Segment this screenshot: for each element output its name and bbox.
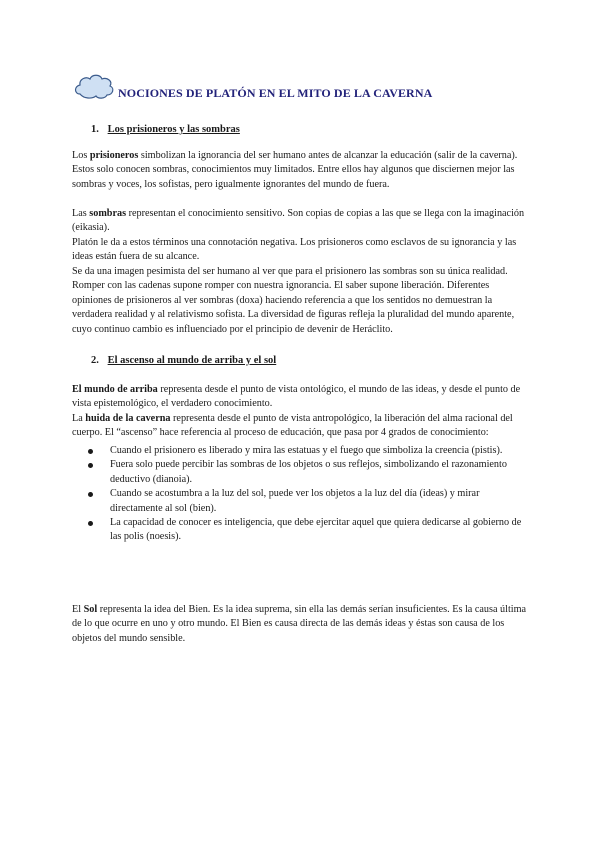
text-run: El xyxy=(72,604,84,615)
bullet-icon xyxy=(88,492,93,497)
list-item xyxy=(86,487,526,516)
cloud-icon xyxy=(72,70,116,102)
bold-term: sombras xyxy=(89,208,127,219)
bold-term: prisioneros xyxy=(89,150,139,161)
list-item xyxy=(86,516,526,545)
text-run: representan el conocimiento sensitivo. Son copias de copias a las que se llega con la imaginación (eikasia). xyxy=(72,208,525,234)
bullet-icon xyxy=(88,449,93,454)
text-run: representa desde el punto de vista ontológico, el mundo de las ideas, y desde el punto de vista epistemológico, el verdadero conocimiento. xyxy=(72,384,521,410)
text-run: Los xyxy=(72,150,90,161)
section-1-paragraph-connotacion: Platón le da a estos términos una connotación negativa. Los prisioneros como esclavos de su ignorancia y las ideas están fuera de su alcance. xyxy=(72,237,517,263)
section-2-paragraph-mundo-arriba xyxy=(72,383,528,412)
list-item-text: Cuando se acostumbra a la luz del sol, puede ver los objetos a la luz del día (ideas) y mirar directamente al sol (bien). xyxy=(110,488,480,514)
text-run: La xyxy=(72,413,86,424)
section-1-title: Los prisioneros y las sombras xyxy=(107,124,240,135)
section-1-paragraph-sombras xyxy=(72,207,528,236)
section-2-paragraph-huida xyxy=(72,412,528,441)
list-item-text: La capacidad de conocer es inteligencia, que debe ejercitar aquel que quiera dedicarse al gobierno de las polis (noesis). xyxy=(110,517,522,543)
section-1-paragraph-prisioneros xyxy=(72,149,528,192)
bold-term: Sol xyxy=(83,604,98,615)
section-2-title: El ascenso al mundo de arriba y el sol xyxy=(107,355,277,366)
section-1-number: 1. xyxy=(91,124,99,135)
title-row xyxy=(72,70,532,106)
text-run: representa la idea del Bien. Es la idea suprema, sin ella las demás serían insuficientes. Es la causa última de lo que ocurre en uno y otro mundo. El Bien es causa directa de las demás ideas y éstas son causa de los objetos del mundo sensible. xyxy=(72,604,527,644)
bold-term: El mundo de arriba xyxy=(72,384,158,395)
section-2-heading xyxy=(91,355,276,366)
text-run: simbolizan la ignorancia del ser humano antes de alcanzar la educación (salir de la caverna). Estos solo conocen sombras, conocimientos muy limitados. Entre ellos hay algunos que disciernen mejor las sombras y voces, los sofistas, pero igualmente ignorantes del mundo de fuera. xyxy=(72,150,518,190)
page-title: NOCIONES DE PLATÓN EN EL MITO DE LA CAVERNA xyxy=(118,86,433,100)
text-run: Las xyxy=(72,208,90,219)
list-item-text: Cuando el prisionero es liberado y mira las estatuas y el fuego que simboliza la creencia (pistis). xyxy=(110,445,503,456)
bullet-icon xyxy=(88,463,93,468)
bold-term: huida de la caverna xyxy=(85,413,171,424)
text-run: representa desde el punto de vista antropológico, la liberación del alma racional del cuerpo. El “ascenso” hace referencia al proceso de educación, que pasa por 4 grados de conocimiento: xyxy=(72,413,513,439)
list-item xyxy=(86,458,526,487)
section-2-paragraph-sol xyxy=(72,603,528,646)
list-item xyxy=(86,444,526,458)
list-item-text: Fuera solo puede percibir las sombras de los objetos o sus reflejos, simbolizando el razonamiento deductivo (dianoia). xyxy=(110,459,507,485)
section-2-number: 2. xyxy=(91,355,99,366)
bullet-icon xyxy=(88,521,93,526)
section-1-heading xyxy=(91,124,240,135)
grados-conocimiento-list xyxy=(86,444,526,545)
section-1-paragraph-imagen-pesimista: Se da una imagen pesimista del ser humano al ver que para el prisionero las sombras son su única realidad. Romper con las cadenas supone romper con nuestra ignorancia. El saber supone liberación. Diferentes opiniones de prisioneros al ver sombras (doxa) haciendo referencia a que los sentidos no demuestran la verdadera realidad y al relativismo sofista. La diversidad de figuras refleja la pluralidad del mundo aparente, cuyo continuo cambio es influenciado por el principio de devenir de Heráclito. xyxy=(72,266,515,335)
